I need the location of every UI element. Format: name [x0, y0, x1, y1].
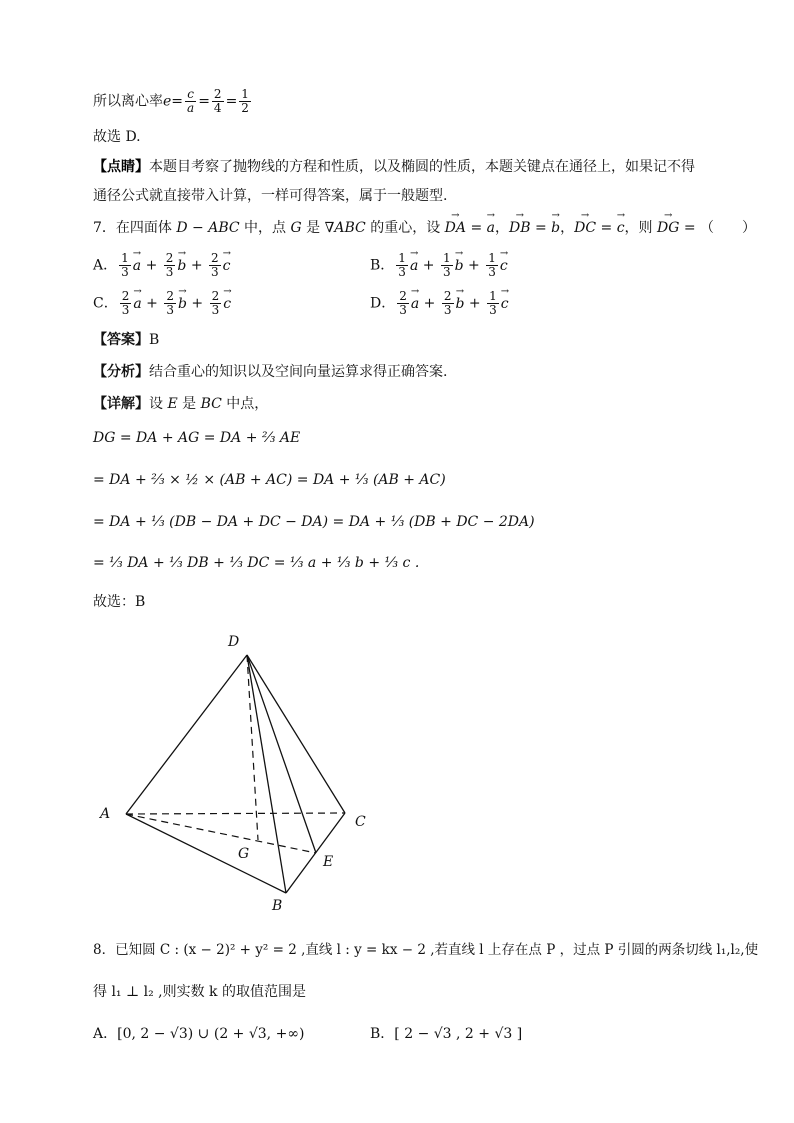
choose-d-line: 故选 D.: [93, 129, 141, 145]
coef: [397, 290, 409, 317]
den-4: 4: [213, 101, 222, 115]
edge-dc: [247, 655, 345, 813]
dianjing-tag: 【点睛】: [93, 159, 149, 175]
coef: [442, 290, 454, 317]
edge-db: [247, 655, 286, 893]
vec-b: → b: [551, 218, 560, 238]
den-2: 2: [241, 101, 249, 115]
option-a[interactable]: A． $\frac{1}{3}$ → a + $\frac{2}{3}$ → b + $\frac{2}{3}$ → c: [93, 252, 231, 279]
analysis-text: 结合重心的知识以及空间向量运算求得正确答案.: [149, 364, 448, 380]
option-label: A．: [93, 1026, 118, 1042]
coef-num: 1: [489, 289, 497, 303]
coef-den: 3: [211, 303, 220, 317]
option-d[interactable]: D． $\frac{2}{3}$ → a + $\frac{2}{3}$ → b + $\frac{1}{3}$ → c: [370, 290, 509, 317]
coef-num: 1: [442, 251, 451, 265]
coef-num: 2: [443, 289, 452, 303]
q7-text-b: 中，点: [239, 220, 291, 236]
coef: [164, 252, 176, 279]
label-g: G: [238, 846, 250, 862]
edge-ae-hidden: [126, 814, 316, 853]
detail-text-b: 是: [177, 396, 201, 412]
coef-den: 3: [442, 265, 451, 279]
coef-num: 2: [211, 289, 220, 303]
num-2: 2: [213, 87, 222, 101]
den-a: a: [187, 101, 195, 115]
detail-line: [93, 394, 268, 414]
coef-den: 3: [488, 265, 496, 279]
label-a: A: [100, 806, 111, 822]
analysis-line: [93, 362, 447, 382]
question-8-line-1: 8．已知圆 C : (x − 2)² + y² = 2 ,直线 l : y = kx − 2 ,若直线 l 上存在点 P ，过点 P 引圆的两条切线 l₁,l₂,使: [93, 942, 759, 958]
answer-value: B: [149, 332, 160, 348]
question-8-line-2: 得 l₁ ⊥ l₂ ,则实数 k 的取值范围是: [93, 984, 306, 1000]
edge-bc: [286, 813, 345, 893]
coef: [209, 252, 221, 279]
coef-den: 3: [121, 303, 130, 317]
option-c[interactable]: C． $\frac{2}{3}$ → a + $\frac{2}{3}$ → b + $\frac{2}{3}$ → c: [93, 290, 231, 317]
coef-den: 3: [399, 303, 407, 317]
question-7-stem: 7．在四面体 D − ABC 中，点 G 是 ∇ABC 的重心，设 → DA = → a，→ DB = → b，→ DC = → c，则 → DG = （ ）: [93, 218, 756, 238]
frac-2-4: [212, 88, 224, 115]
coef-num: 2: [165, 251, 174, 265]
var-e: e: [163, 93, 172, 110]
coef-den: 3: [398, 265, 406, 279]
derivation-step-3: = DA + ⅓ (DB − DA + DC − DA) = DA + ⅓ (DB + DC − 2DA): [93, 514, 535, 530]
derivation-step-2: = DA + ⅔ × ½ × (AB + AC) = DA + ⅓ (AB + AC): [93, 472, 446, 488]
answer-line: [93, 330, 159, 350]
coef: [164, 290, 176, 317]
coef-den: 3: [166, 303, 174, 317]
option-label: D．: [370, 295, 396, 312]
coef-num: 2: [399, 289, 407, 303]
label-e: E: [323, 854, 334, 870]
edge-de: [247, 655, 316, 853]
vec-dg: → DG: [657, 218, 679, 238]
vec-dc: → DC: [574, 218, 596, 238]
q8-option-a[interactable]: [93, 1024, 304, 1044]
num-1: 1: [241, 87, 249, 101]
vec-db: → DB: [509, 218, 531, 238]
eq-sign: =: [198, 93, 210, 110]
coef-num: 1: [398, 251, 406, 265]
option-label: B．: [370, 257, 395, 274]
option-text: [0, 2 − √3) ∪ (2 + √3, +∞): [117, 1026, 305, 1042]
q7-text-e: ，则: [624, 220, 657, 236]
dianjing-text: 本题目考察了抛物线的方程和性质，以及椭圆的性质，本题关键点在通径上，如果记不得: [149, 159, 695, 175]
eq-sign: =: [225, 93, 238, 110]
label-b: B: [272, 898, 283, 914]
edge-ac-hidden: [126, 813, 345, 814]
option-label: A．: [93, 257, 118, 274]
answer-tag: 【答案】: [93, 332, 149, 348]
edge-dg-hidden: [247, 655, 258, 840]
q7-triangle: ∇ABC: [324, 220, 366, 236]
derivation-step-1: DG = DA + AG = DA + ⅔ AE: [93, 430, 301, 446]
coef-den: 3: [165, 265, 174, 279]
option-label: B．: [370, 1026, 395, 1042]
option-b[interactable]: B． $\frac{1}{3}$ → a + $\frac{1}{3}$ → b + $\frac{1}{3}$ → c: [370, 252, 508, 279]
coef-num: 2: [166, 289, 174, 303]
eccentricity-line: [93, 88, 253, 115]
edge-da: [126, 655, 247, 814]
coef: [210, 290, 222, 317]
detail-e: E: [167, 396, 178, 412]
choose-b-line: 故选：B: [93, 594, 146, 610]
coef-num: 2: [211, 251, 219, 265]
edge-ab: [126, 814, 286, 893]
coef-den: 3: [211, 265, 219, 279]
option-label: C．: [93, 295, 118, 312]
analysis-tag: 【分析】: [93, 364, 149, 380]
q7-text-c: 是: [301, 220, 325, 236]
detail-text-a: 设: [149, 396, 168, 412]
dianjing-cont: 通径公式就直接带入计算，一样可得答案，属于一般题型.: [93, 188, 448, 204]
q7-text-f: = （ ）: [679, 220, 757, 236]
coef-den: 3: [489, 303, 497, 317]
coef-num: 1: [488, 251, 496, 265]
derivation-step-4: = ⅓ DA + ⅓ DB + ⅓ DC = ⅓ a + ⅓ b + ⅓ c .: [93, 555, 420, 571]
coef: [487, 290, 499, 317]
dianjing-line: [93, 157, 695, 177]
q7-tetra: D − ABC: [176, 220, 240, 236]
detail-tag: 【详解】: [93, 396, 149, 412]
num-c: c: [187, 87, 194, 101]
q7-text-a: 7．在四面体: [93, 220, 177, 236]
vec-da: → DA: [445, 218, 466, 238]
coef: [486, 252, 498, 279]
option-text: [ 2 − √3 , 2 + √3 ]: [394, 1026, 523, 1042]
coef-num: 2: [121, 289, 130, 303]
frac-c-a: [185, 88, 196, 115]
coef-den: 3: [121, 265, 129, 279]
coef-den: 3: [443, 303, 452, 317]
coef: [119, 252, 131, 279]
eq-sign: =: [171, 93, 184, 110]
coef-num: 1: [121, 251, 129, 265]
label-c: C: [355, 814, 366, 830]
label-d: D: [228, 634, 240, 650]
vec-c: → c: [617, 218, 625, 238]
coef: [396, 252, 408, 279]
text-prefix: 所以离心率: [93, 93, 163, 110]
q7-g: G: [290, 220, 302, 236]
vec-a: → a: [487, 218, 495, 238]
q7-text-d: 的重心，设: [365, 220, 445, 236]
coef: [441, 252, 453, 279]
coef: [120, 290, 132, 317]
detail-bc: BC: [200, 396, 222, 412]
detail-text-c: 中点，: [221, 396, 269, 412]
frac-1-2: [239, 88, 251, 115]
q8-option-b[interactable]: [370, 1024, 522, 1044]
